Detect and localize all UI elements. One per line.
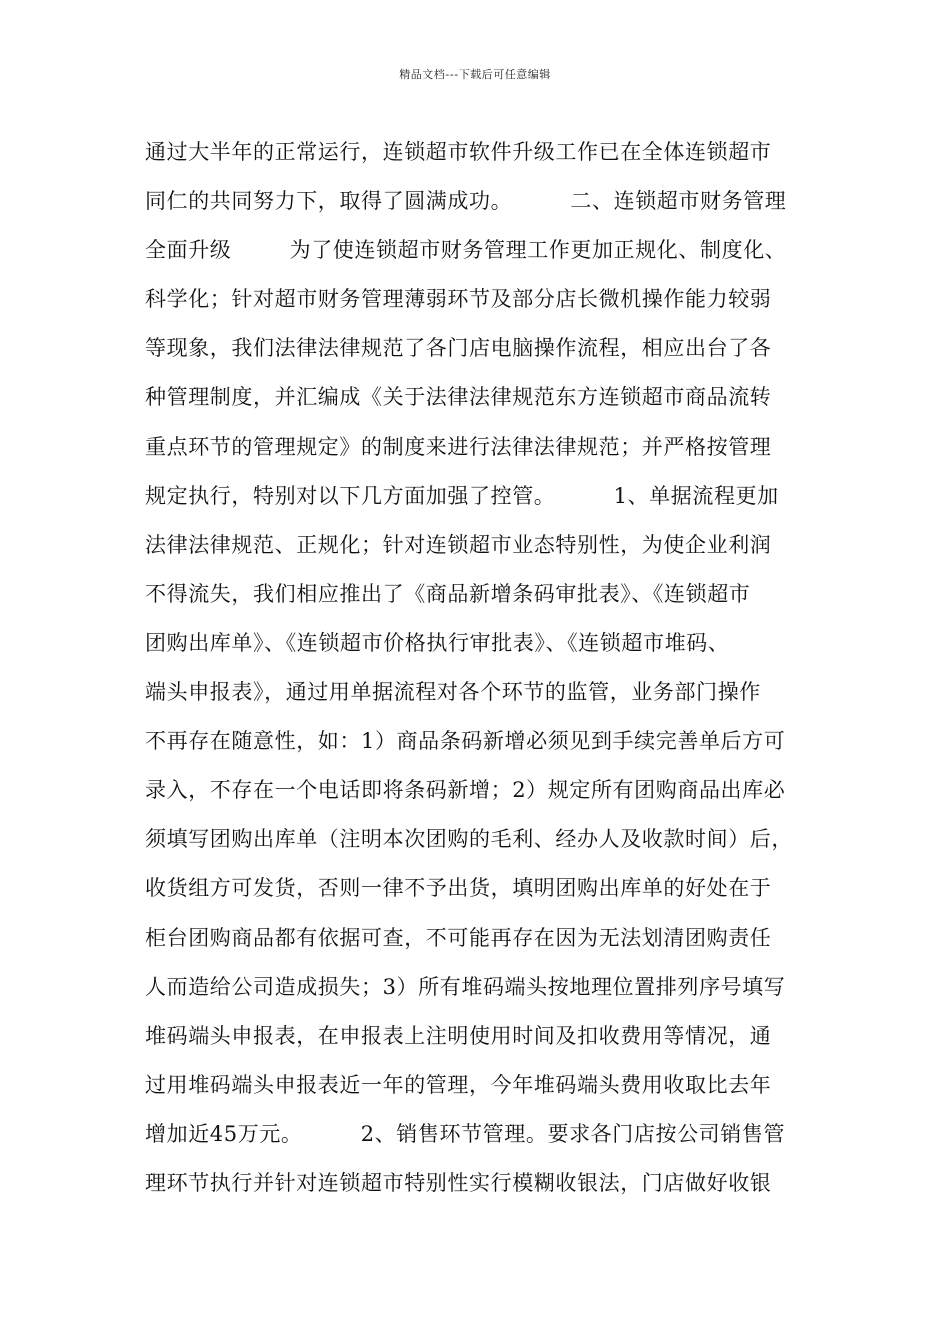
text-line: 全面升级 为了使连锁超市财务管理工作更加正规化、制度化、 [145,238,787,263]
text-line: 增加近45万元。 2、销售环节管理。要求各门店按公司销售管 [145,1121,786,1146]
text-line: 须填写团购出库单（注明本次团购的毛利、经办人及收款时间）后， [145,827,793,852]
text-line: 科学化；针对超市财务管理薄弱环节及部分店长微机操作能力较弱 [145,287,772,312]
text-line: 端头申报表》，通过用单据流程对各个环节的监管，业务部门操作 [145,680,761,705]
text-line: 柜台团购商品都有依据可查，不可能再存在因为无法划清团购责任 [145,925,772,950]
text-line: 不得流失，我们相应推出了《商品新增条码审批表》、《连锁超市 [145,581,751,606]
text-line: 团购出库单》、《连锁超市价格执行审批表》、《连锁超市堆码、 [145,630,730,655]
text-line: 录入，不存在一个电话即将条码新增；2）规定所有团购商品出库必 [145,778,786,803]
text-line: 法律法律规范、正规化；针对连锁超市业态特别性，为使企业利润 [145,532,772,557]
text-line: 等现象，我们法律法律规范了各门店电脑操作流程，相应出台了各 [145,336,772,361]
text-line: 规定执行，特别对以下几方面加强了控管。 1、单据流程更加 [145,483,779,508]
text-line: 通过大半年的正常运行，连锁超市软件升级工作已在全体连锁超市 [145,140,772,164]
text-line: 重点环节的管理规定》的制度来进行法律法律规范；并严格按管理 [145,434,772,459]
text-line: 理环节执行并针对连锁超市特别性实行模糊收银法，门店做好收银 [145,1170,772,1195]
text-line: 种管理制度，并汇编成《关于法律法律规范东方连锁超市商品流转 [145,385,772,410]
text-line: 过用堆码端头申报表近一年的管理，今年堆码端头费用收取比去年 [145,1072,772,1097]
document-body [145,128,815,1208]
text-line: 堆码端头申报表，在申报表上注明使用时间及扣收费用等情况，通 [145,1023,772,1048]
page-header: 精品文档---下载后可任意编辑 [399,68,551,81]
text-line: 不再存在随意性，如：1）商品条码新增必须见到手续完善单后方可 [145,729,786,754]
text-line: 收货组方可发货，否则一律不予出货，填明团购出库单的好处在于 [145,876,772,901]
text-line: 同仁的共同努力下，取得了圆满成功。 二、连锁超市财务管理 [145,189,787,214]
text-line: 人而造给公司造成损失；3）所有堆码端头按地理位置排列序号填写 [145,974,786,999]
